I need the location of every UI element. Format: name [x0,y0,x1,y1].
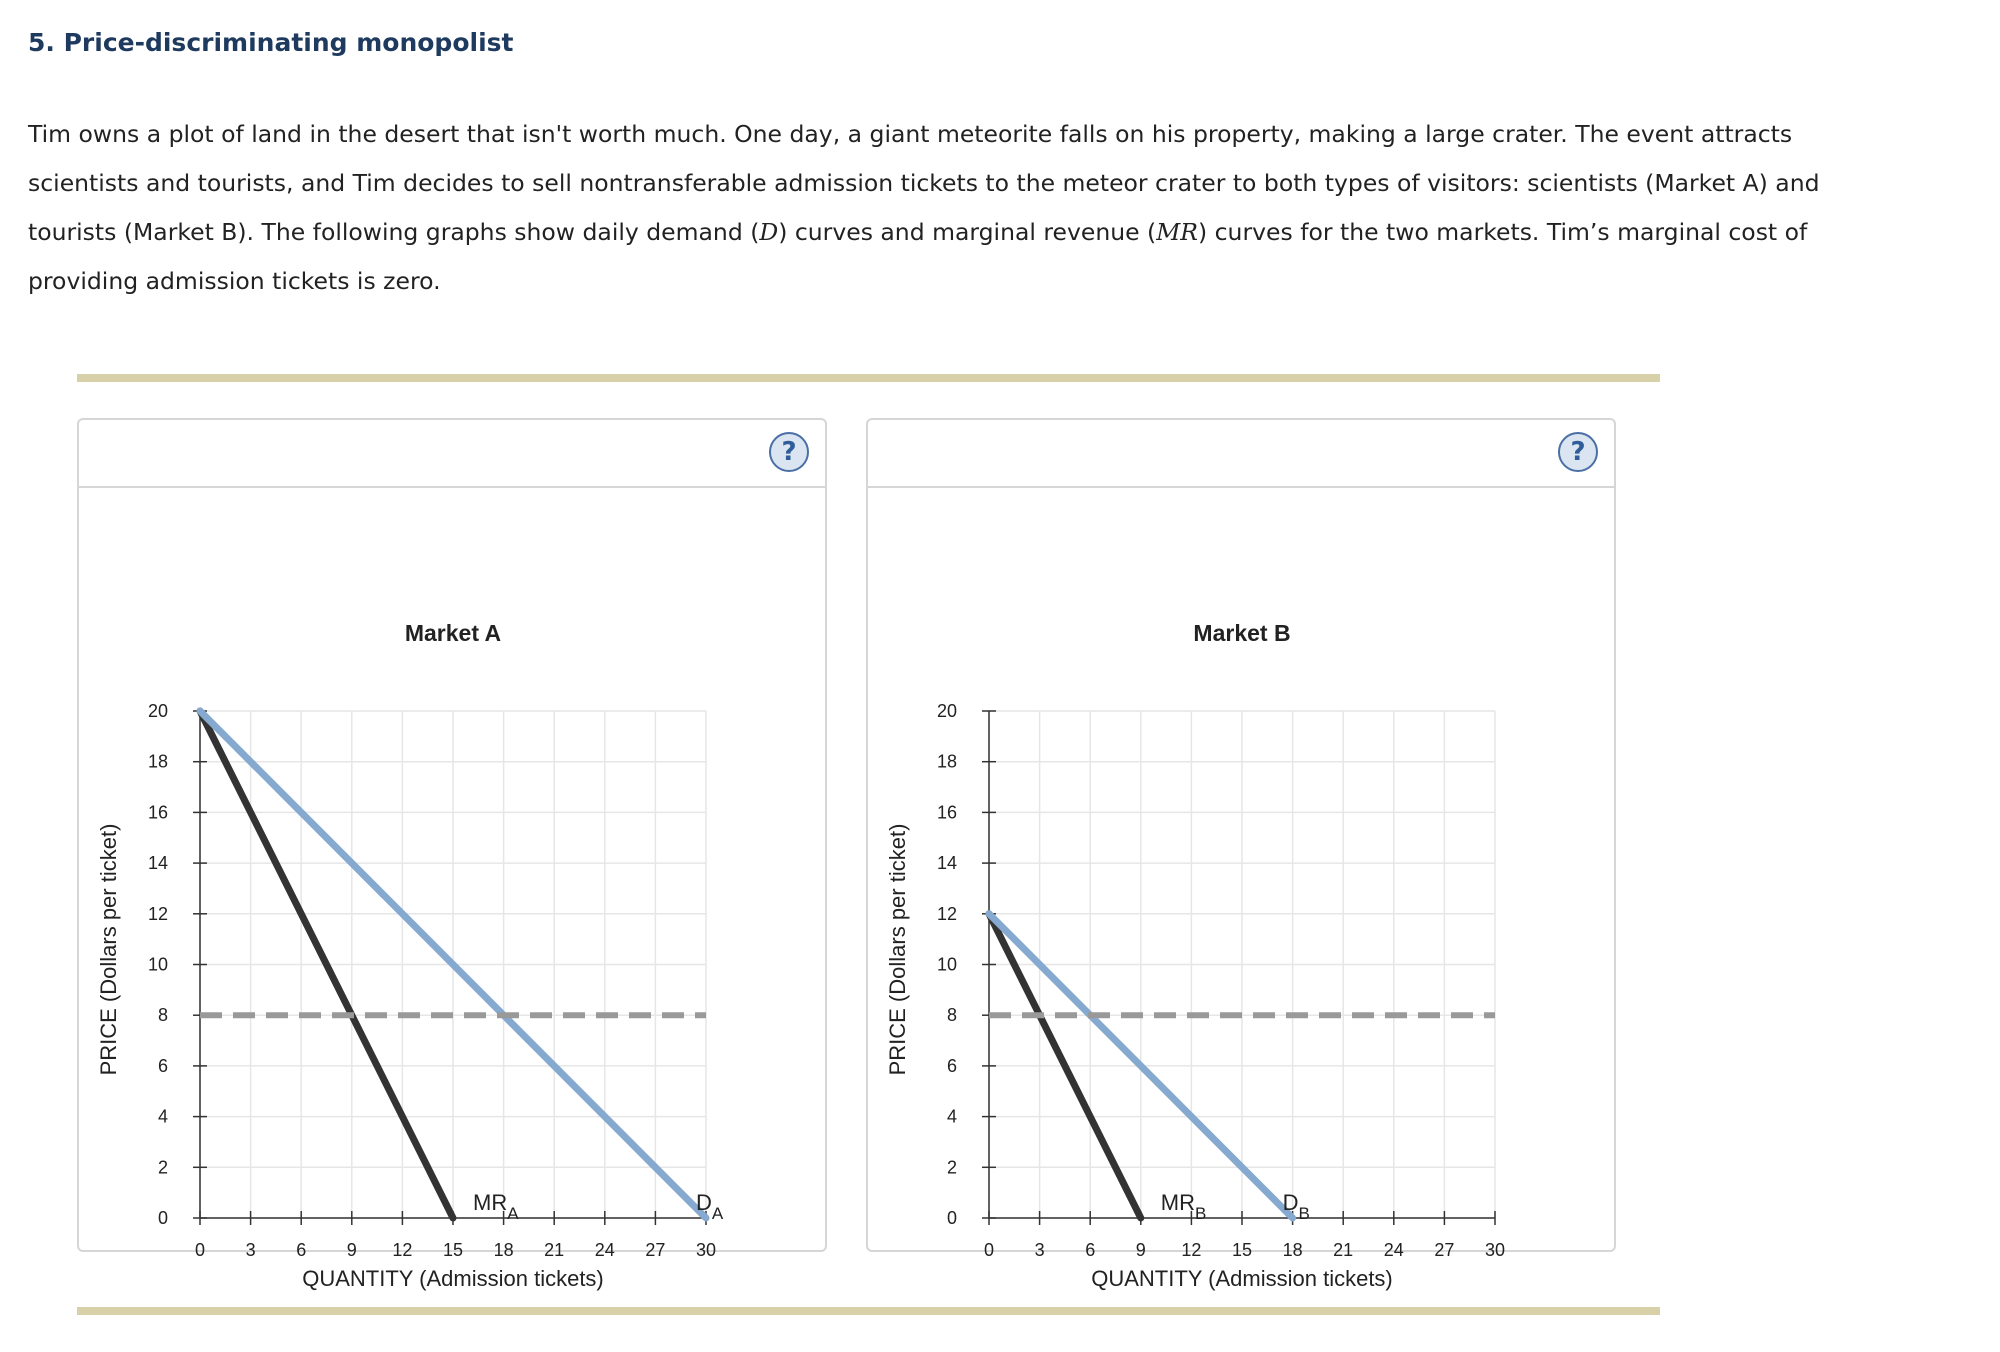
x-tick-label: 12 [392,1240,413,1260]
y-tick-label: 10 [936,954,957,975]
x-tick-label: 18 [1282,1240,1303,1260]
market-b-chart[interactable] [868,486,1614,1291]
bottom-divider [77,1307,1660,1315]
curve-label-name: D [1282,1190,1299,1215]
x-tick-label: 21 [544,1240,565,1260]
curve-label-subscript: A [507,1204,519,1223]
x-tick-label: 27 [1434,1240,1455,1260]
y-tick-label: 16 [936,802,957,823]
x-tick-label: 12 [1181,1240,1202,1260]
x-tick-label: 24 [1383,1240,1404,1260]
curve-label-name: MR [1160,1190,1196,1215]
x-tick-label: 30 [1484,1240,1506,1260]
x-tick-label: 27 [645,1240,666,1260]
y-tick-label: 10 [147,954,168,975]
y-tick-label: 4 [157,1106,168,1127]
y-tick-label: 8 [946,1005,957,1026]
intro-part-1: Tim owns a plot of land in the desert that isn't worth much. One day, a giant meteorite falls on his property, making a large crater. The event attracts scientists and tourists, and Tim decides to sell nontransferable admission tickets to the meteor crater to both types of visitors: scientists (Market A) and tourists (Market B). The following graphs show daily demand ( [28,120,1820,246]
y-axis-label: PRICE (Dollars per ticket) [885,823,910,1076]
chart-series [200,711,724,1223]
x-tick-label: 30 [695,1240,717,1260]
y-axis-label: PRICE (Dollars per ticket) [96,823,121,1076]
intro-part-3: ) curves for the two markets. Tim’s marginal cost of providing admission tickets is zero. [28,218,1808,295]
market-a-panel [77,418,827,1291]
x-tick-label: 18 [493,1240,514,1260]
chart-title: Market A [404,620,502,646]
y-tick-label: 12 [936,903,957,924]
market-a-toolbar [79,420,825,488]
x-tick-label: 3 [245,1240,256,1260]
x-tick-label: 0 [194,1240,206,1260]
y-tick-label: 18 [936,751,957,772]
market-b-panel [866,418,1616,1291]
x-axis-label: QUANTITY (Admission tickets) [1091,1266,1393,1291]
top-divider [77,374,1660,382]
y-tick-label: 0 [946,1208,957,1228]
x-tick-label: 15 [1231,1240,1253,1260]
x-tick-label: 0 [983,1240,995,1260]
x-tick-label: 24 [594,1240,615,1260]
y-tick-label: 0 [157,1208,168,1228]
y-tick-label: 6 [157,1055,168,1076]
curve-label-subscript: A [711,1204,724,1223]
y-tick-label: 18 [147,751,168,772]
market-a-chart[interactable] [79,486,825,1291]
intro-part-2: ) curves and marginal revenue ( [778,218,1157,246]
demand-symbol: D [759,218,779,246]
x-tick-label: 9 [1135,1240,1146,1260]
problem-text [28,110,1908,306]
y-tick-label: 4 [946,1106,957,1127]
y-tick-label: 20 [936,701,957,721]
x-tick-label: 3 [1034,1240,1045,1260]
market-a-help-button[interactable] [769,432,809,472]
curve-label-name: MR [473,1190,508,1215]
curve-label-subscript: B [1298,1204,1310,1223]
y-tick-label: 2 [157,1157,168,1178]
x-tick-label: 21 [1333,1240,1354,1260]
chart-grid [989,711,1495,1218]
question-circle-icon: ? [1570,437,1586,467]
y-tick-label: 12 [147,903,168,924]
curve-label-name: D [696,1190,712,1215]
x-tick-label: 6 [296,1240,307,1260]
y-tick-label: 6 [946,1055,957,1076]
chart-title: Market B [1193,620,1291,646]
curve-label-subscript: B [1195,1204,1207,1223]
y-tick-label: 16 [147,802,168,823]
chart-axes [96,701,716,1291]
y-tick-label: 8 [157,1005,168,1026]
market-b-toolbar [868,420,1614,488]
y-tick-label: 2 [946,1157,957,1178]
question-circle-icon: ? [781,437,797,467]
mr-symbol: MR [1156,218,1198,246]
market-b-help-button[interactable] [1558,432,1598,472]
x-tick-label: 9 [346,1240,357,1260]
y-tick-label: 14 [147,853,168,874]
x-tick-label: 15 [442,1240,464,1260]
page-title: 5. Price-discriminating monopolist [28,28,514,57]
x-tick-label: 6 [1085,1240,1096,1260]
x-axis-label: QUANTITY (Admission tickets) [302,1266,604,1291]
y-tick-label: 14 [936,853,957,874]
y-tick-label: 20 [147,701,168,721]
